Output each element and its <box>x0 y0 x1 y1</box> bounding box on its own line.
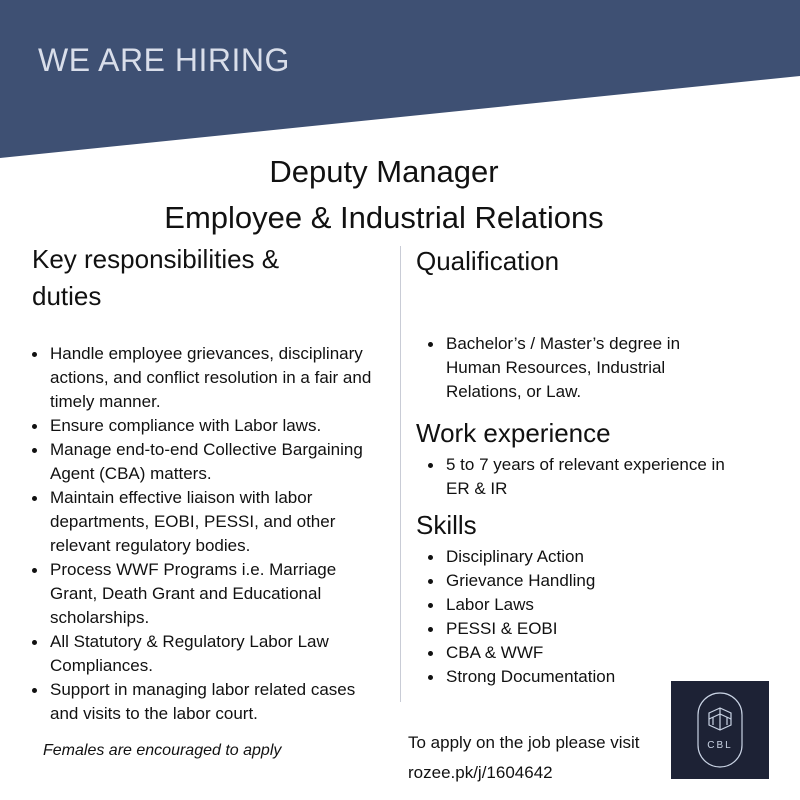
skills-heading: Skills <box>416 510 477 540</box>
skill-item: Grievance Handling <box>428 569 728 593</box>
column-divider <box>400 246 401 702</box>
job-title-line-2: Employee & Industrial Relations <box>164 200 604 235</box>
skills-list <box>428 545 728 689</box>
apply-link[interactable]: rozee.pk/j/1604642 <box>408 763 553 782</box>
hiring-banner <box>0 0 800 160</box>
experience-item: 5 to 7 years of relevant experience in ER & IR <box>428 453 728 501</box>
responsibility-item: All Statutory & Regulatory Labor Law Compliances. <box>32 630 382 678</box>
hiring-headline: WE ARE HIRING <box>38 42 290 78</box>
responsibility-item: Ensure compliance with Labor laws. <box>32 414 382 438</box>
logo-text: CBL <box>707 740 733 751</box>
banner-shape <box>0 0 800 160</box>
apply-instructions <box>408 728 668 788</box>
qualification-list <box>428 332 728 404</box>
qualification-item: Bachelor’s / Master’s degree in Human Resources, Industrial Relations, or Law. <box>428 332 728 404</box>
responsibilities-heading-line-2: duties <box>32 281 102 311</box>
experience-list <box>428 453 728 501</box>
experience-heading: Work experience <box>416 418 611 448</box>
skill-item: Disciplinary Action <box>428 545 728 569</box>
skill-item: Labor Laws <box>428 593 728 617</box>
cbl-leaf-logo-icon <box>671 681 769 779</box>
qualification-heading: Qualification <box>416 246 560 276</box>
skill-item: Strong Documentation <box>428 665 728 689</box>
job-title-line-1: Deputy Manager <box>269 154 499 189</box>
responsibilities-list <box>32 342 382 726</box>
responsibility-item: Support in managing labor related cases and visits to the labor court. <box>32 678 382 726</box>
responsibilities-heading <box>32 241 279 315</box>
skill-item: CBA & WWF <box>428 641 728 665</box>
responsibility-item: Manage end-to-end Collective Bargaining Agent (CBA) matters. <box>32 438 382 486</box>
apply-text: To apply on the job please visit <box>408 733 640 752</box>
female-encouragement-note: Females are encouraged to apply <box>43 742 282 759</box>
responsibility-item: Process WWF Programs i.e. Marriage Grant, Death Grant and Educational scholarships. <box>32 558 382 630</box>
responsibility-item: Handle employee grievances, disciplinary actions, and conflict resolution in a fair and timely manner. <box>32 342 382 414</box>
company-logo <box>671 681 769 779</box>
responsibility-item: Maintain effective liaison with labor departments, EOBI, PESSI, and other relevant regulatory bodies. <box>32 486 382 558</box>
responsibilities-heading-line-1: Key responsibilities & <box>32 244 280 274</box>
skill-item: PESSI & EOBI <box>428 617 728 641</box>
